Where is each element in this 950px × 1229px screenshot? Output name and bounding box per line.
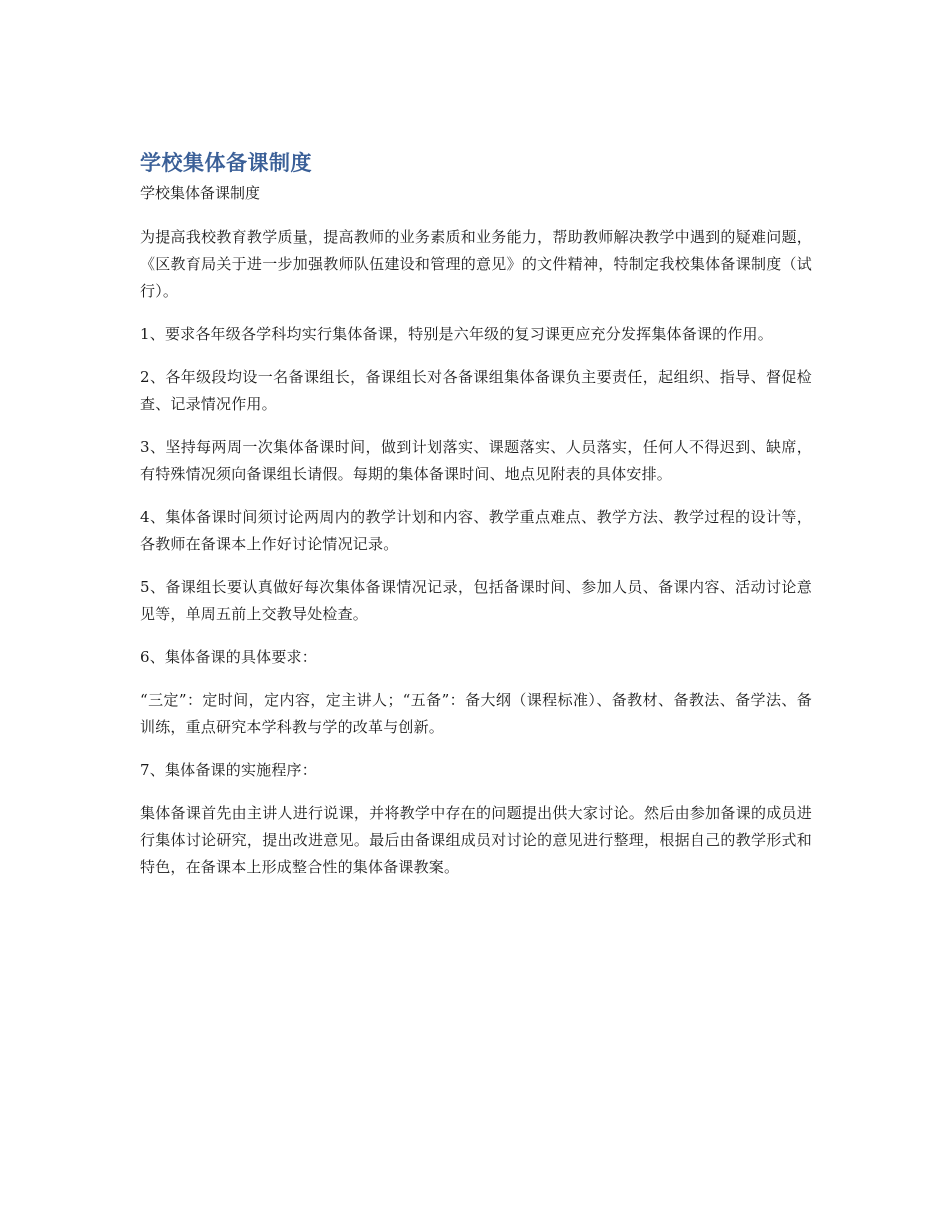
paragraph-item-1: 1、要求各年级各学科均实行集体备课，特别是六年级的复习课更应充分发挥集体备课的作用。 [140,325,773,343]
paragraph-item-3: 3、坚持每两周一次集体备课时间，做到计划落实、课题落实、人员落实，任何人不得迟到、缺席，有特殊情况须向备课组长请假。每期的集体备课时间、地点见附表的具体安排。 [140,438,812,483]
paragraph-item-5: 5、备课组长要认真做好每次集体备课情况记录，包括备课时间、参加人员、备课内容、活动讨论意见等，单周五前上交教导处检查。 [140,578,812,623]
paragraph-intro: 为提高我校教育教学质量，提高教师的业务素质和业务能力，帮助教师解决教学中遇到的疑难问题，《区教育局关于进一步加强教师队伍建设和管理的意见》的文件精神，特制定我校集体备课制度（试行）。 [140,228,812,300]
paragraph-item-6: 6、集体备课的具体要求： [140,648,317,666]
document-subtitle: 学校集体备课制度 [140,184,261,202]
document-page [140,148,812,881]
paragraph-procedure: 集体备课首先由主讲人进行说课，并将教学中存在的问题提出供大家讨论。然后由参加备课的成员进行集体讨论研究，提出改进意见。最后由备课组成员对讨论的意见进行整理，根据自己的教学形式和特色，在备课本上形成整合性的集体备课教案。 [140,804,812,876]
paragraph-requirements: “三定”：定时间，定内容，定主讲人；“五备”：备大纲（课程标准）、备教材、备教法、备学法、备训练，重点研究本学科教与学的改革与创新。 [140,691,812,736]
paragraph-item-2: 2、各年级段均设一名备课组长，备课组长对各备课组集体备课负主要责任，起组织、指导、督促检查、记录情况作用。 [140,368,812,413]
paragraph-item-4: 4、集体备课时间须讨论两周内的教学计划和内容、教学重点难点、教学方法、教学过程的设计等，各教师在备课本上作好讨论情况记录。 [140,508,812,553]
document-title: 学校集体备课制度 [140,151,312,175]
paragraph-item-7: 7、集体备课的实施程序： [140,761,317,779]
